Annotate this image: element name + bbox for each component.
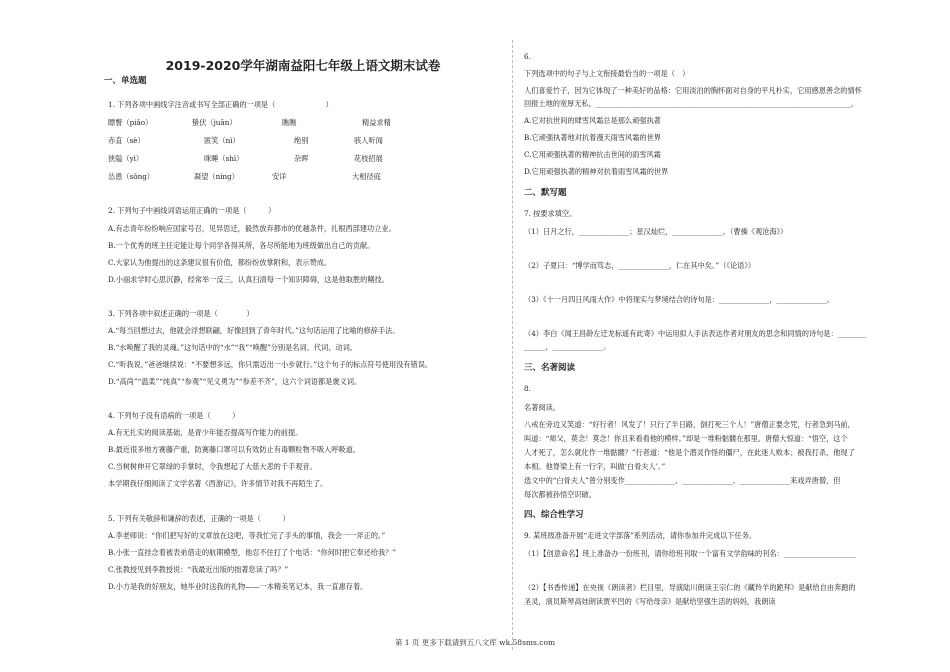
q1-c-word4: 花枝招展 xyxy=(354,154,383,163)
q6-option-c: C.它用顽强执著的精神抗击世间的雨雪风霜 xyxy=(524,150,661,159)
q8-passage-line2: 叫道：“师父，莫念！莫念！你且来看看他的模样。”却是一堆粉骷髅在那里。唐僧大惊道：“悟空，这个 xyxy=(524,434,848,443)
q5-stem: 5. 下列有关敬辞和谦辞的表述，正确的一项是（ ） xyxy=(108,514,290,523)
q1-d-word2: 凝望（níng） xyxy=(194,172,239,181)
q4-option-d: 本学期我仔细阅读了文学名著《西游记》，许多情节对我不再陌生了。 xyxy=(108,479,328,488)
q1-d-word1: 怂恿（sǒng） xyxy=(108,172,154,181)
q4-option-b: B.最近很多地方赛藤产重，防赛藤口罩可以有效防止有毒颗粒物不吸入呼吸道。 xyxy=(108,445,360,454)
q5-option-a: A.李老师说：“你们把写好的文章放在这吧，等我忙完了手头的事情，我会一一斧正的。” xyxy=(108,531,386,540)
q3-option-b: B.“水唤醒了我的灵魂。”这句话中的“水”“我”“唤醒”分别是名词、代词、动词。 xyxy=(108,343,357,352)
page-title: 2019-2020学年湖南益阳七年级上语文期末试卷 xyxy=(165,58,441,73)
q6-option-a: A.它对抗世间的肆雪风霜总是那么顽强执著 xyxy=(524,116,661,125)
section-heading-single-choice: 一、单选题 xyxy=(104,76,147,86)
q8-passage-line4: 本相。他脊梁上有一行字，叫做‘白骨夫人’。” xyxy=(524,462,666,471)
q8-passage-line1: 八戒在旁边又笑道：“好行者！风发了！只行了半日路，倒打死三个人！”唐僧正要念咒，行者急到马前， xyxy=(524,420,855,429)
q8-question-line1: 选文中的“白骨夫人”曾分别变作______________、______________、______________来戏弄唐僧，但 xyxy=(524,476,841,485)
q2-option-b: B.一个优秀的班主任定能让每个同学各得其所，各尽所能地为班级做出自己的贡献。 xyxy=(108,241,375,250)
q4-option-a: A.有无扎实的阅读基础，是青少年能否提高写作能力的前提。 xyxy=(108,428,303,437)
q1-option-d xyxy=(108,172,381,182)
q3-stem: 3. 下列各项中叙述正确的一项是（ ） xyxy=(108,309,254,318)
q1-b-word4: 骇人听闻 xyxy=(354,136,383,145)
q1-a-word1: 瞟瞥（piǎo） xyxy=(108,118,153,127)
q1-b-word1: 赤直（sè） xyxy=(108,136,145,145)
q1-option-b xyxy=(108,136,383,146)
q1-d-word4: 大相径庭 xyxy=(352,172,381,181)
q9-item1: （1）【创意命名】班上准备办一份班刊，请你给班刊取一个富有文学韵味的刊名：____________________ xyxy=(524,549,856,558)
q1-stem: 1. 下列各项中画线字注音或书写全部正确的一项是（ ） xyxy=(108,100,333,109)
q1-a-word3: 瞧瞧 xyxy=(282,118,297,127)
q7-item3: （3）《十一月四日风雨大作》中将现实与梦境结合的诗句是：______________，______________。 xyxy=(524,295,835,304)
q6-stem: 下列选项中的句子与上文衔接最恰当的一项是（ ） xyxy=(524,69,690,78)
q6-option-b: B.它顽强执著地对抗着漫天雨雪风霜的世界 xyxy=(524,133,661,142)
q3-option-c: C.“听我说，”爸爸继续说：“不要想多远，你只需迈出一小步就行。”这个句子的标点符号使用没有错误。 xyxy=(108,360,433,369)
q8-number: 8. xyxy=(524,384,531,393)
q1-b-word2: 匿笑（nì） xyxy=(204,136,240,145)
q7-stem: 7. 按要求填空。 xyxy=(524,209,577,218)
q1-b-word3: 绝别 xyxy=(294,136,309,145)
page-footer: 第 1 页 更多下载请到五八文库 wk.58sms.com xyxy=(394,638,556,647)
q3-option-d: D.“高尚”“温柔”“纯真”“参观”“见义勇为”“参差不齐”，这六个词语都是褒义词。 xyxy=(108,377,362,386)
q2-option-c: C.大家认为他提出的这条建议很有价值，都纷纷放掌附和，表示赞成。 xyxy=(108,258,332,267)
q7-item1: （1）日月之行，______________；星汉灿烂，______________。（曹操《观沧海》） xyxy=(524,227,788,236)
q1-option-a xyxy=(108,118,391,128)
q6-option-d: D.它用顽强执著的精神对抗着雨雪风霜的世界 xyxy=(524,167,669,176)
q9-item2-line2: 圣灵，演员斯琴高娃朗读贾平凹的《写给母亲》是献给坚强生活的妈妈，我朗读 xyxy=(524,597,776,606)
q8-intro: 名著阅读。 xyxy=(524,403,560,412)
q9-item2-line1: （2）【书香传递】在央视《朗读者》栏目里，导演陆川朗读王宗仁的《藏羚羊的跪拜》是献给自由奔跑的 xyxy=(524,583,856,592)
q5-option-d: D.小方是我的好朋友，她毕业时送我的礼物——一本精美笔记本，我一直惠存着。 xyxy=(108,582,368,591)
section-heading-dictation: 二、默写题 xyxy=(524,188,567,198)
q7-item4-line2: ______，______________。 xyxy=(524,342,611,351)
q8-passage-line3: 人才死了，怎么就化作一堆骷髅？”行者道：“他是个潜灵作怪的僵尸，在此迷人败本；被我打杀，他现了 xyxy=(524,448,855,457)
q2-option-d: D.小丽求学时心思沉静，经常举一反三，认真扫清每一个知识障碍，这是他取胜的鳝技。 xyxy=(108,275,389,284)
q1-c-word2: 咪睡（shì） xyxy=(204,154,244,163)
q1-d-word3: 安详 xyxy=(272,172,287,181)
q7-item4-line1: （4）李白《闻王昌龄左迁龙标遥有此寄》中运用拟人手法表达作者对朋友的思念和同情的诗句是：________ xyxy=(524,329,867,338)
q5-option-c: C.张教授见到李教授说：“我最近出版的拙著您读了吗？” xyxy=(108,565,289,574)
q3-option-a: A.“每当回想过去，他就会浮想联翩，好像回到了青年时代。”这句话运用了比喻的修辞手法。 xyxy=(108,326,400,335)
q2-option-a: A.有志青年纷纷响应国家号召，见异思迁，毅然放弃都市的优越条件，扎根西部建功立业。 xyxy=(108,224,396,233)
q6-number: 6. xyxy=(524,52,531,61)
q5-option-b: B.小张一直挂念着被表弟借走的航期模型，他忍不住打了个电话：“你何时把它奉还给我？” xyxy=(108,548,397,557)
q2-stem: 2. 下列句子中画线词语运用正确的一项是（ ） xyxy=(108,206,276,215)
q6-passage-line2: 回报土地的宽厚无私，_______________________________________________________________________。 xyxy=(524,99,859,108)
q1-c-word1: 狭隘（yì） xyxy=(108,154,144,163)
column-divider xyxy=(512,40,513,650)
q8-question-line2: 每次都被孙悟空识破。 xyxy=(524,490,596,499)
q1-a-word2: 蛰伏（juān） xyxy=(192,118,237,127)
q1-a-word4: 精益求精 xyxy=(362,118,391,127)
section-heading-classics: 三、名著阅读 xyxy=(524,363,576,373)
section-heading-comprehensive: 四、综合性学习 xyxy=(524,510,584,520)
q4-option-c: C.当树树伸开它翠绿的手掌时，令我想起了大慈大悲的千手观音。 xyxy=(108,462,317,471)
q7-item2: （2）子夏曰：“博学而笃志，______________，仁在其中矣。”（《论语》） xyxy=(524,261,756,270)
q4-stem: 4. 下列句子没有语病的一项是（ ） xyxy=(108,411,240,420)
q9-stem: 9. 某班级准备开展“走进文学部落”系列活动，请你参加并完成以下任务。 xyxy=(524,531,757,540)
q1-c-word3: 杂晖 xyxy=(294,154,309,163)
q6-passage-line1: 人们喜爱竹子，因为它体现了一种美好的品格：它用淡泊的胸怀面对自身的平凡朴实，它用感恩善念的情怀 xyxy=(524,86,862,95)
q1-option-c xyxy=(108,154,383,164)
